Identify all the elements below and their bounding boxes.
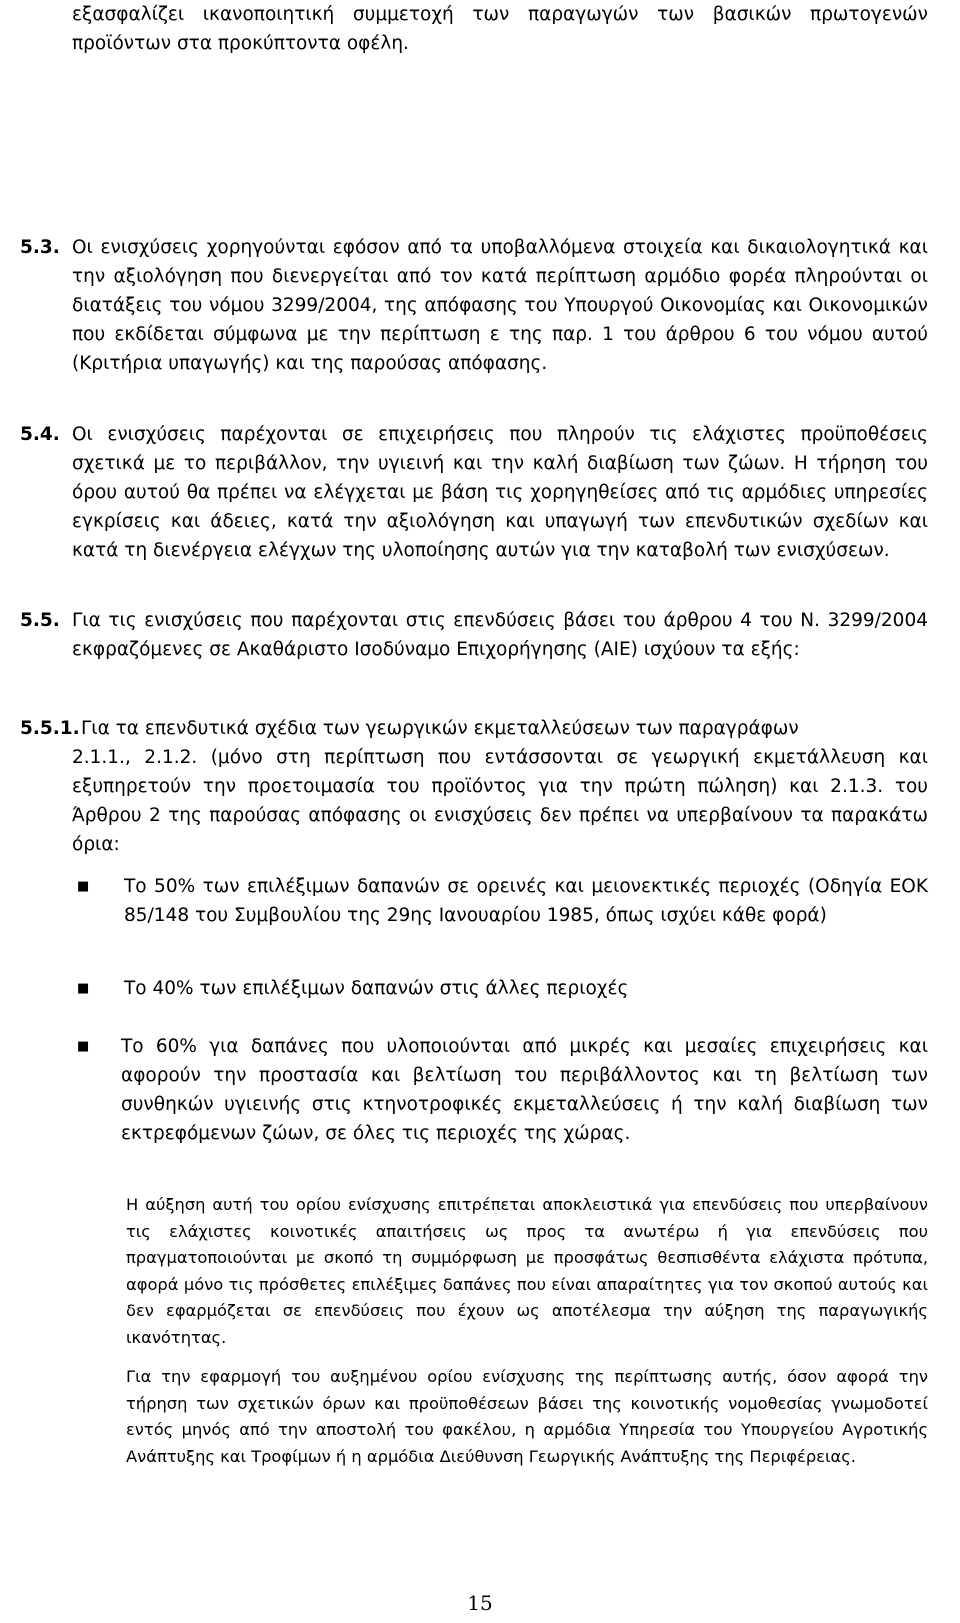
bullet-text: Το 60% για δαπάνες που υλοποιούνται από μικρές και μεσαίες επιχειρήσεις και αφορούν την προστασία και βελτίωση του περιβάλλοντος και τη βελτίωση των συνθηκών υγιεινής στις κτηνοτροφικές εκμεταλλεύσεις ή την καλή διαβίωση των εκτρεφόμενων ζώων, σε όλες τις περιοχές της χώρας. [121, 1036, 928, 1144]
application-note: Για την εφαρμογή του αυξημένου ορίου ενίσχυσης της περίπτωσης αυτής, όσον αφορά την τήρηση των σχετικών όρων και προϋποθέσεων βάσει της κοινοτικής νομοθεσίας γνωμοδοτεί εντός μηνός από την αποστολή του φακέλου, η αρμόδια Υπηρεσία του Υπουργείου Αγροτικής Ανάπτυξης και Τροφίμων ή η αρμόδια Διεύθυνση Γεωργικής Ανάπτυξης της Περιφέρειας. [126, 1367, 928, 1466]
square-bullet-icon: ■ [77, 981, 90, 996]
bullet-text: Το 40% των επιλέξιμων δαπανών στις άλλες περιοχές [124, 978, 629, 999]
section-5-5-1-text: 2.1.1., 2.1.2. (μόνο στη περίπτωση που εντάσσονται σε γεωργική εκμετάλλευση και εξυπηρετούν την προετοιμασία του προϊόντος για την πρώτη πώληση) και 2.1.3. του Άρθρου 2 της παρούσας απόφασης οι ενισχύσεις δεν πρέπει να υπερβαίνουν τα παρακάτω όρια: [72, 747, 928, 855]
section-number-5-5: 5.5. [20, 610, 60, 631]
section-number-5-4: 5.4. [20, 424, 60, 445]
section-5-5-1-first-line: Για τα επενδυτικά σχέδια των γεωργικών εκμεταλλεύσεων των παραγράφων [81, 718, 799, 739]
square-bullet-icon: ■ [77, 1039, 90, 1054]
bullet-text: Το 50% των επιλέξιμων δαπανών σε ορεινές και μειονεκτικές περιοχές (Οδηγία ΕΟΚ 85/148 του Συμβουλίου της 29ης Ιανουαρίου 1985, όπως ισχύει κάθε φορά) [124, 876, 928, 926]
page-number: 15 [467, 1591, 493, 1615]
limit-increase-note: Η αύξηση αυτή του ορίου ενίσχυσης επιτρέπεται αποκλειστικά για επενδύσεις που υπερβαίνουν τις ελάχιστες κοινοτικές απαιτήσεις ως προς τα ανωτέρω ή για επενδύσεις που πραγματοποιούνται με σκοπό τη συμμόρφωση με προσφάτως θεσπισθέντα ελάχιστα πρότυπα, αφορά μόνο τις πρόσθετες επιλέξιμες δαπάνες που είναι απαραίτητες για τον σκοπού αυτούς και δεν εφαρμόζεται σε επενδύσεις που έχουν ως αποτέλεσμα την αύξηση της παραγωγικής ικανότητας. [126, 1195, 928, 1347]
section-number-5-3: 5.3. [20, 237, 60, 258]
section-number-5-5-1: 5.5.1. [20, 718, 80, 739]
square-bullet-icon: ■ [77, 879, 90, 894]
section-5-3-text: Οι ενισχύσεις χορηγούνται εφόσον από τα υποβαλλόμενα στοιχεία και δικαιολογητικά και την αξιολόγηση που διενεργείται από τον κατά περίπτωση αρμόδιο φορέα πληρούνται οι διατάξεις του νόμου 3299/2004, της απόφασης του Υπουργού Οικονομίας και Οικονομικών που εκδίδεται σύμφωνα με την περίπτωση ε της παρ. 1 του άρθρου 6 του νόμου αυτού (Κριτήρια υπαγωγής) και της παρούσας απόφασης. [72, 237, 928, 374]
section-5-4-text: Οι ενισχύσεις παρέχονται σε επιχειρήσεις που πληρούν τις ελάχιστες προϋποθέσεις σχετικά με το περιβάλλον, την υγιεινή και την καλή διαβίωση των ζώων. Η τήρηση του όρου αυτού θα πρέπει να ελέγχεται με βάση τις χορηγηθείσες από τις αρμόδιες υπηρεσίες εγκρίσεις και άδειες, κατά την αξιολόγηση και υπαγωγή των επενδυτικών σχεδίων και κατά τη διενέργεια ελέγχων της υλοποίησης αυτών για την καταβολή των ενισχύσεων. [72, 424, 928, 561]
intro-paragraph: εξασφαλίζει ικανοποιητική συμμετοχή των παραγωγών των βασικών πρωτογενών προϊόντων στα προκύπτοντα οφέλη. [72, 4, 928, 54]
section-5-5-text: Για τις ενισχύσεις που παρέχονται στις επενδύσεις βάσει του άρθρου 4 του Ν. 3299/2004 εκφραζόμενες σε Ακαθάριστο Ισοδύναμο Επιχορήγησης (ΑΙΕ) ισχύουν τα εξής: [72, 610, 928, 660]
